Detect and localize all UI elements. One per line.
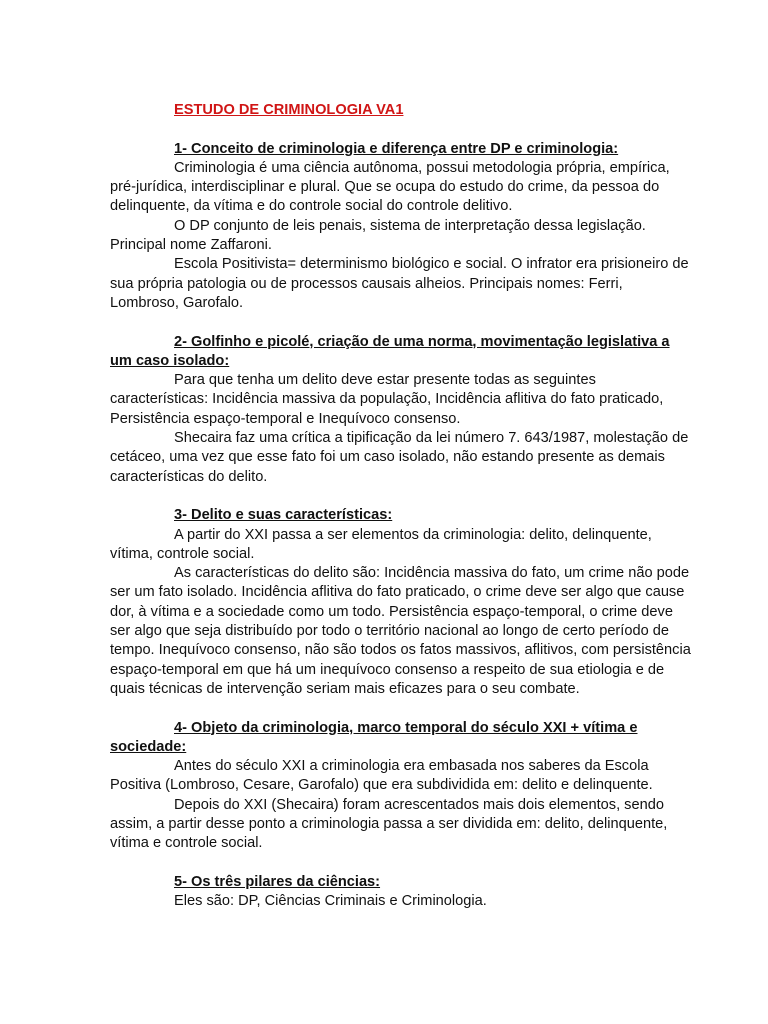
paragraph: Shecaira faz uma crítica a tipificação da lei número 7. 643/1987, molestação de cetáceo, uma vez que esse fato foi um caso isolado, não estando presente as demais características do delito.: [110, 430, 689, 485]
paragraph: Para que tenha um delito deve estar presente todas as seguintes características: Incidência massiva da população, Incidência aflitiva do fato praticado, Persistência espaço-temporal e Inequívoco consenso.: [110, 372, 664, 427]
section-heading: 1- Conceito de criminologia e diferença entre DP e criminologia:: [174, 140, 619, 157]
paragraph: O DP conjunto de leis penais, sistema de interpretação dessa legislação. Principal nome Zaffaroni.: [110, 217, 646, 254]
paragraph: Depois do XXI (Shecaira) foram acrescentados mais dois elementos, sendo assim, a partir desse ponto a criminologia passa a ser dividida em: delito, delinquente, vítima e controle social.: [110, 796, 668, 852]
document-page: [110, 101, 692, 911]
section-heading: 3- Delito e suas características:: [174, 507, 393, 524]
paragraph: Eles são: DP, Ciências Criminais e Criminologia.: [174, 893, 487, 910]
section-heading: 5- Os três pilares da ciências:: [174, 873, 381, 890]
section-3: [110, 506, 692, 699]
paragraph: A partir do XXI passa a ser elementos da criminologia: delito, delinquente, vítima, controle social.: [110, 526, 652, 562]
section-1: [110, 140, 692, 314]
section-5: [110, 873, 692, 912]
section-heading: 2- Golfinho e picolé, criação de uma norma, movimentação legislativa a um caso isolado:: [110, 333, 670, 369]
spacer: [110, 487, 692, 506]
document-title: ESTUDO DE CRIMINOLOGIA VA1: [174, 102, 404, 118]
section-4: [110, 719, 692, 854]
section-2: [110, 333, 692, 487]
paragraph: Antes do século XXI a criminologia era embasada nos saberes da Escola Positiva (Lombroso, Cesare, Garofalo) que era subdividida em: delito e delinquente.: [110, 758, 653, 794]
spacer: [110, 313, 692, 332]
section-heading: 4- Objeto da criminologia, marco temporal do século XXI + vítima e sociedade:: [110, 719, 638, 755]
spacer: [110, 854, 692, 873]
paragraph: As características do delito são: Incidência massiva do fato, um crime não pode ser um fato isolado. Incidência aflitiva do fato praticado, o crime deve ser algo que cause dor, à vítima e a sociedade como um todo. Persistência espaço-temporal, o crime deve ser algo que seja distribuído por todo o território nacional ao longo de certo período de tempo. Inequívoco consenso, não são todos os fatos massivos, aflitivos, com persistência espaço-temporal em que há um inequívoco consenso a respeito de sua etiologia e de quais técnicas de intervenção seriam mais eficazes para o seu combate.: [110, 565, 691, 697]
paragraph: Criminologia é uma ciência autônoma, possui metodologia própria, empírica, pré-jurídica, interdisciplinar e plural. Que se ocupa do estudo do crime, da pessoa do delinquente, da vítima e do controle social do controle delitivo.: [110, 159, 670, 215]
paragraph: Escola Positivista= determinismo biológico e social. O infrator era prisioneiro de sua própria patologia ou de processos causais alheios. Principais nomes: Ferri, Lombroso, Garofalo.: [110, 256, 689, 311]
spacer: [110, 120, 692, 139]
spacer: [110, 699, 692, 718]
